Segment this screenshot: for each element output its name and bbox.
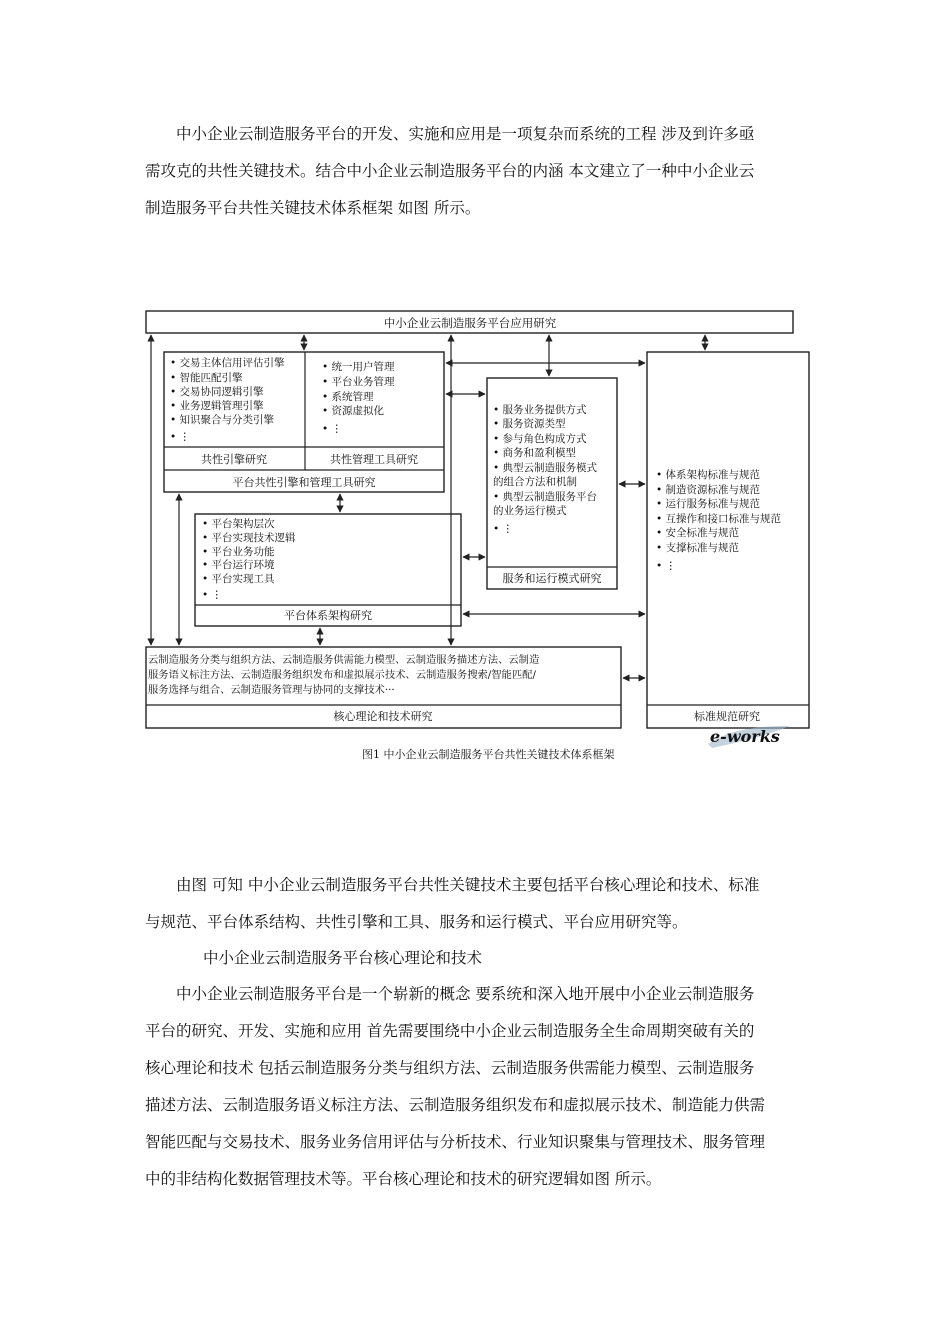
service-item: 的组合方法和机制 bbox=[493, 476, 577, 488]
standard-item: • 制造资源标准与规范 bbox=[656, 484, 761, 496]
eworks-logo-text: e-works bbox=[710, 727, 780, 746]
intro-line-2: 需攻克的共性关键技术。结合中小企业云制造服务平台的内涵 本文建立了一种中小企业云 bbox=[145, 162, 755, 180]
service-item: • 服务业务提供方式 bbox=[493, 404, 587, 416]
service-item: 的业务运行模式 bbox=[493, 505, 567, 517]
engine-item: • ⋮ bbox=[170, 431, 191, 443]
summary-line-2: 与规范、平台体系结构、共性引擎和工具、服务和运行模式、平台应用研究等。 bbox=[145, 913, 688, 931]
standards-title: 标准规范研究 bbox=[694, 710, 760, 723]
intro-line-3: 制造服务平台共性关键技术体系框架 如图 所示。 bbox=[145, 199, 481, 217]
body-line-5: 智能匹配与交易技术、服务业务信用评估与分析技术、行业知识聚集与管理技术、服务管理 bbox=[145, 1133, 766, 1151]
body-line-3: 核心理论和技术 包括云制造服务分类与组织方法、云制造服务供需能力模型、云制造服务 bbox=[145, 1059, 755, 1077]
engine-item: • 交易协同逻辑引擎 bbox=[170, 386, 264, 398]
tools-item: • 统一用户管理 bbox=[322, 361, 395, 373]
tools-item: • 系统管理 bbox=[322, 391, 374, 403]
tools-item: • 平台业务管理 bbox=[322, 376, 395, 388]
arch-item: • 平台实现工具 bbox=[202, 573, 275, 585]
engine-title: 共性引擎研究 bbox=[201, 453, 267, 466]
engine-item: • 智能匹配引擎 bbox=[170, 372, 243, 384]
tools-title: 共性管理工具研究 bbox=[330, 453, 418, 466]
service-title: 服务和运行模式研究 bbox=[502, 572, 602, 585]
standard-item: • 互操作和接口标准与规范 bbox=[656, 513, 782, 525]
tools-item: • ⋮ bbox=[322, 423, 343, 435]
engine-tools-title: 平台共性引擎和管理工具研究 bbox=[232, 476, 376, 489]
engine-item: • 知识聚合与分类引擎 bbox=[170, 414, 275, 426]
standard-item: • 支撑标准与规范 bbox=[656, 542, 740, 554]
tools-item: • 资源虚拟化 bbox=[322, 405, 385, 417]
figure-caption: 图1 中小企业云制造服务平台共性关键技术体系框架 bbox=[362, 748, 615, 761]
arch-item: • 平台架构层次 bbox=[202, 518, 275, 530]
body-paragraph bbox=[145, 976, 810, 1198]
arch-item: • 平台实现技术逻辑 bbox=[202, 532, 296, 544]
body-line-2: 平台的研究、开发、实施和应用 首先需要围绕中小企业云制造服务全生命周期突破有关的 bbox=[145, 1022, 755, 1040]
summary-paragraph bbox=[145, 867, 810, 941]
standard-item: • ⋮ bbox=[656, 560, 677, 572]
body-line-4: 描述方法、云制造服务语义标注方法、云制造服务组织发布和虚拟展示技术、制造能力供需 bbox=[145, 1096, 766, 1114]
engine-item: • 业务逻辑管理引擎 bbox=[170, 400, 264, 412]
body-line-1: 中小企业云制造服务平台是一个崭新的概念 要系统和深入地开展中小企业云制造服务 bbox=[176, 985, 755, 1003]
arch-item: • ⋮ bbox=[202, 589, 223, 601]
service-item: • ⋮ bbox=[493, 523, 514, 535]
section-heading-text: 中小企业云制造服务平台核心理论和技术 bbox=[203, 949, 483, 967]
service-item: • 典型云制造服务平台 bbox=[493, 491, 598, 503]
arch-item: • 平台业务功能 bbox=[202, 546, 275, 558]
engine-item: • 交易主体信用评估引擎 bbox=[170, 357, 285, 369]
top-banner-title: 中小企业云制造服务平台应用研究 bbox=[383, 316, 557, 330]
standard-item: • 运行服务标准与规范 bbox=[656, 498, 761, 510]
section-heading bbox=[203, 940, 803, 977]
core-title: 核心理论和技术研究 bbox=[333, 710, 433, 723]
service-item: • 服务资源类型 bbox=[493, 418, 566, 430]
eworks-watermark-logo bbox=[708, 726, 790, 748]
service-item: • 商务和盈利模型 bbox=[493, 447, 577, 459]
standard-item: • 安全标准与规范 bbox=[656, 527, 740, 539]
service-item: • 典型云制造服务模式 bbox=[493, 462, 598, 474]
intro-line-1: 中小企业云制造服务平台的开发、实施和应用是一项复杂而系统的工程 涉及到许多亟 bbox=[176, 125, 755, 143]
core-line: 服务语义标注方法、云制造服务组织发布和虚拟展示技术、云制造服务搜索/智能匹配/ bbox=[148, 669, 536, 681]
arch-title: 平台体系架构研究 bbox=[284, 609, 372, 622]
summary-line-1: 由图 可知 中小企业云制造服务平台共性关键技术主要包括平台核心理论和技术、标准 bbox=[176, 876, 760, 894]
standard-item: • 体系架构标准与规范 bbox=[656, 469, 761, 481]
standards-box bbox=[647, 352, 809, 728]
arch-item: • 平台运行环境 bbox=[202, 559, 275, 571]
core-line: 云制造服务分类与组织方法、云制造服务供需能力模型、云制造服务描述方法、云制造 bbox=[148, 654, 540, 666]
service-item: • 参与角色构成方式 bbox=[493, 433, 587, 445]
body-line-6: 中的非结构化数据管理技术等。平台核心理论和技术的研究逻辑如图 所示。 bbox=[145, 1170, 662, 1188]
core-line: 服务选择与组合、云制造服务管理与协同的支撑技术··· bbox=[148, 684, 395, 696]
